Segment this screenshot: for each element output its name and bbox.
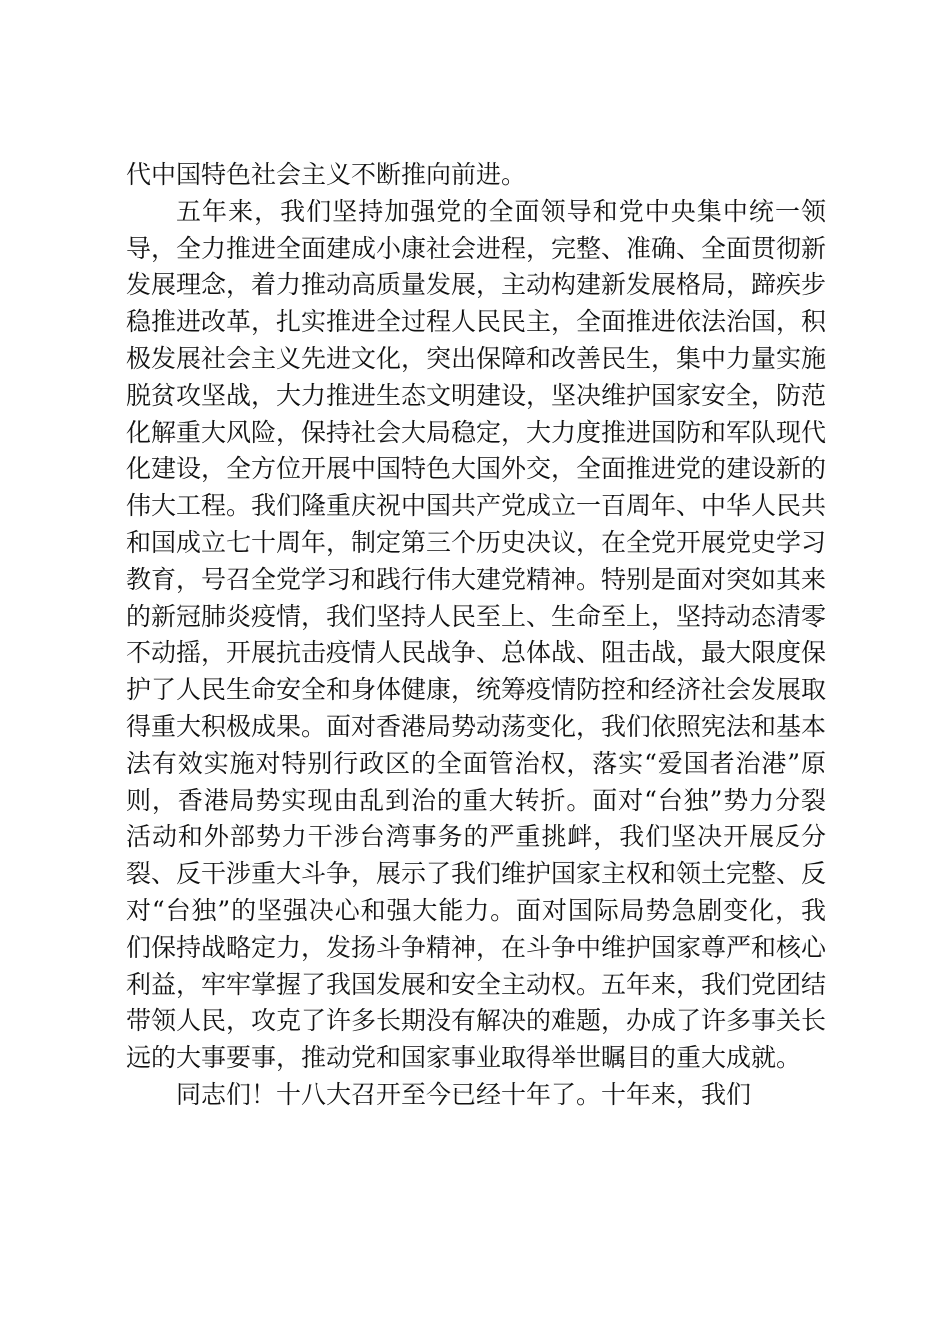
paragraph-continuation: 代中国特色社会主义不断推向前进。 <box>126 160 527 189</box>
body-text <box>126 157 826 1114</box>
paragraph-comrades: 同志们！十八大召开至今已经十年了。十年来，我们 <box>176 1079 752 1109</box>
paragraph-five-years: 五年来，我们坚持加强党的全面领导和党中央集中统一领导，全力推进全面建成小康社会进程，完整、准确、全面贯彻新发展理念，着力推动高质量发展，主动构建新发展格局，蹄疾步稳推进改革，扎实推进全过程人民民主，全面推进依法治国，积极发展社会主义先进文化，突出保障和改善民生，集中力量实施脱贫攻坚战，大力推进生态文明建设，坚决维护国家安全，防范化解重大风险，保持社会大局稳定，大力度推进国防和军队现代化建设，全方位开展中国特色大国外交，全面推进党的建设新的伟大工程。我们隆重庆祝中国共产党成立一百周年、中华人民共和国成立七十周年，制定第三个历史决议，在全党开展党史学习教育，号召全党学习和践行伟大建党精神。特别是面对突如其来的新冠肺炎疫情，我们坚持人民至上、生命至上，坚持动态清零不动摇，开展抗击疫情人民战争、总体战、阻击战，最大限度保护了人民生命安全和身体健康，统筹疫情防控和经济社会发展取得重大积极成果。面对香港局势动荡变化，我们依照宪法和基本法有效实施对特别行政区的全面管治权，落实“爱国者治港”原则，香港局势实现由乱到治的重大转折。面对“台独”势力分裂活动和外部势力干涉台湾事务的严重挑衅，我们坚决开展反分裂、反干涉重大斗争，展示了我们维护国家主权和领土完整、反对“台独”的坚强决心和强大能力。面对国际局势急剧变化，我们保持战略定力，发扬斗争精神，在斗争中维护国家尊严和核心利益，牢牢掌握了我国发展和安全主动权。五年来，我们党团结带领人民，攻克了许多长期没有解决的难题，办成了许多事关长远的大事要事，推动党和国家事业取得举世瞩目的重大成就。 <box>126 196 827 1073</box>
